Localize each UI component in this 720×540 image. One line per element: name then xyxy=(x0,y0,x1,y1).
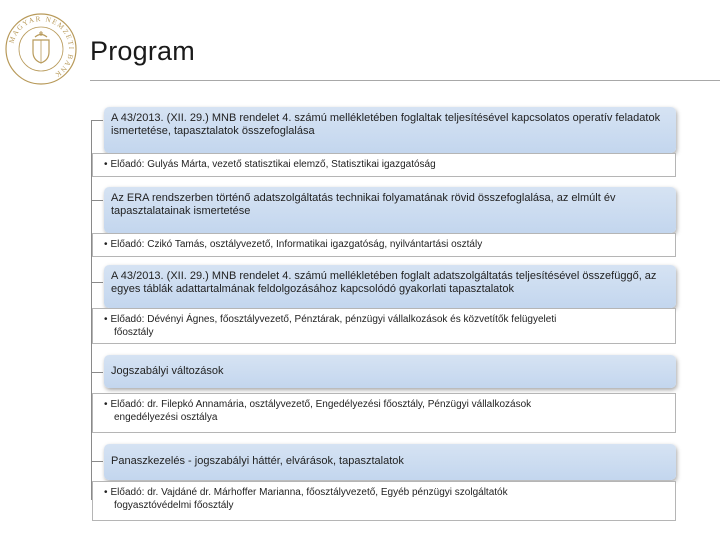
presenter-name: Dévényi Ágnes xyxy=(147,314,215,325)
connector-tick xyxy=(91,282,103,283)
bullet: • xyxy=(104,314,108,325)
presenter-name: dr. Filepkó Annamária xyxy=(147,399,244,410)
presenter-label: Előadó: xyxy=(110,487,145,498)
presenter-role: , főosztályvezető, Egyéb pénzügyi szolgáltatók xyxy=(300,487,508,498)
connector-tick xyxy=(91,461,103,462)
topic-box xyxy=(104,187,676,233)
topic-box xyxy=(104,265,676,308)
connector-tick xyxy=(91,120,103,121)
slide-title: Program xyxy=(90,36,195,66)
topic-text: Jogszabályi változások xyxy=(111,365,224,377)
presenter-label: Előadó: xyxy=(110,159,145,170)
presenter-role: , vezető statisztikai elemző, Statisztikai igazgatóság xyxy=(206,159,436,170)
bullet: • xyxy=(104,159,108,170)
presenter-box xyxy=(92,481,676,521)
topic-box xyxy=(104,355,676,388)
presenter-role: , főosztályvezető, Pénztárak, pénzügyi vállalkozások és közvetítők felügyeleti xyxy=(214,314,557,325)
presenter-role: , osztályvezető, Informatikai igazgatóság, nyilvántartási osztály xyxy=(204,239,483,250)
connector-tick xyxy=(91,200,103,201)
presenter-name: dr. Vajdáné dr. Márhoffer Marianna xyxy=(147,487,301,498)
mnb-logo-seal xyxy=(4,12,78,86)
bullet: • xyxy=(104,487,108,498)
presenter-label: Előadó: xyxy=(110,239,145,250)
presenter-box xyxy=(92,308,676,344)
presenter-label: Előadó: xyxy=(110,399,145,410)
presenter-role-continued: fogyasztóvédelmi főosztály xyxy=(114,499,234,511)
presenter-name: Czikó Tamás xyxy=(147,239,205,250)
title-divider xyxy=(90,80,720,81)
topic-text: A 43/2013. (XII. 29.) MNB rendelet 4. számú mellékletében foglalt adatszolgáltatás teljesítésével összefüggő, az egyes táblák adattartalmának feldolgozásához kapcsolódó gyakorlati tapasztalatok xyxy=(111,270,657,295)
svg-text:MAGYAR NEMZETI BANK: MAGYAR NEMZETI BANK xyxy=(7,14,76,80)
presenter-label: Előadó: xyxy=(110,314,145,325)
presenter-role-continued: engedélyezési osztálya xyxy=(114,411,218,423)
presenter-role: , osztályvezető, Engedélyezési főosztály, Pénzügyi vállalkozások xyxy=(243,399,532,410)
bullet: • xyxy=(104,399,108,410)
presenter-name: Gulyás Márta xyxy=(147,159,207,170)
presenter-box xyxy=(92,153,676,177)
topic-box xyxy=(104,444,676,480)
topic-text: Panaszkezelés - jogszabályi háttér, elvárások, tapasztalatok xyxy=(111,455,404,467)
topic-text: A 43/2013. (XII. 29.) MNB rendelet 4. számú mellékletében foglaltak teljesítésével kapcsolatos operatív feladatok ismertetése, tapasztalatok összefoglalása xyxy=(111,112,661,137)
topic-box xyxy=(104,107,676,153)
connector-tick xyxy=(91,372,103,373)
topic-text: Az ERA rendszerben történő adatszolgáltatás technikai folyamatának rövid összefoglalása, az elmúlt év tapasztalatainak ismertetése xyxy=(111,192,616,217)
presenter-role-continued: főosztály xyxy=(114,326,154,338)
presenter-box xyxy=(92,233,676,257)
presenter-box xyxy=(92,393,676,433)
bullet: • xyxy=(104,239,108,250)
